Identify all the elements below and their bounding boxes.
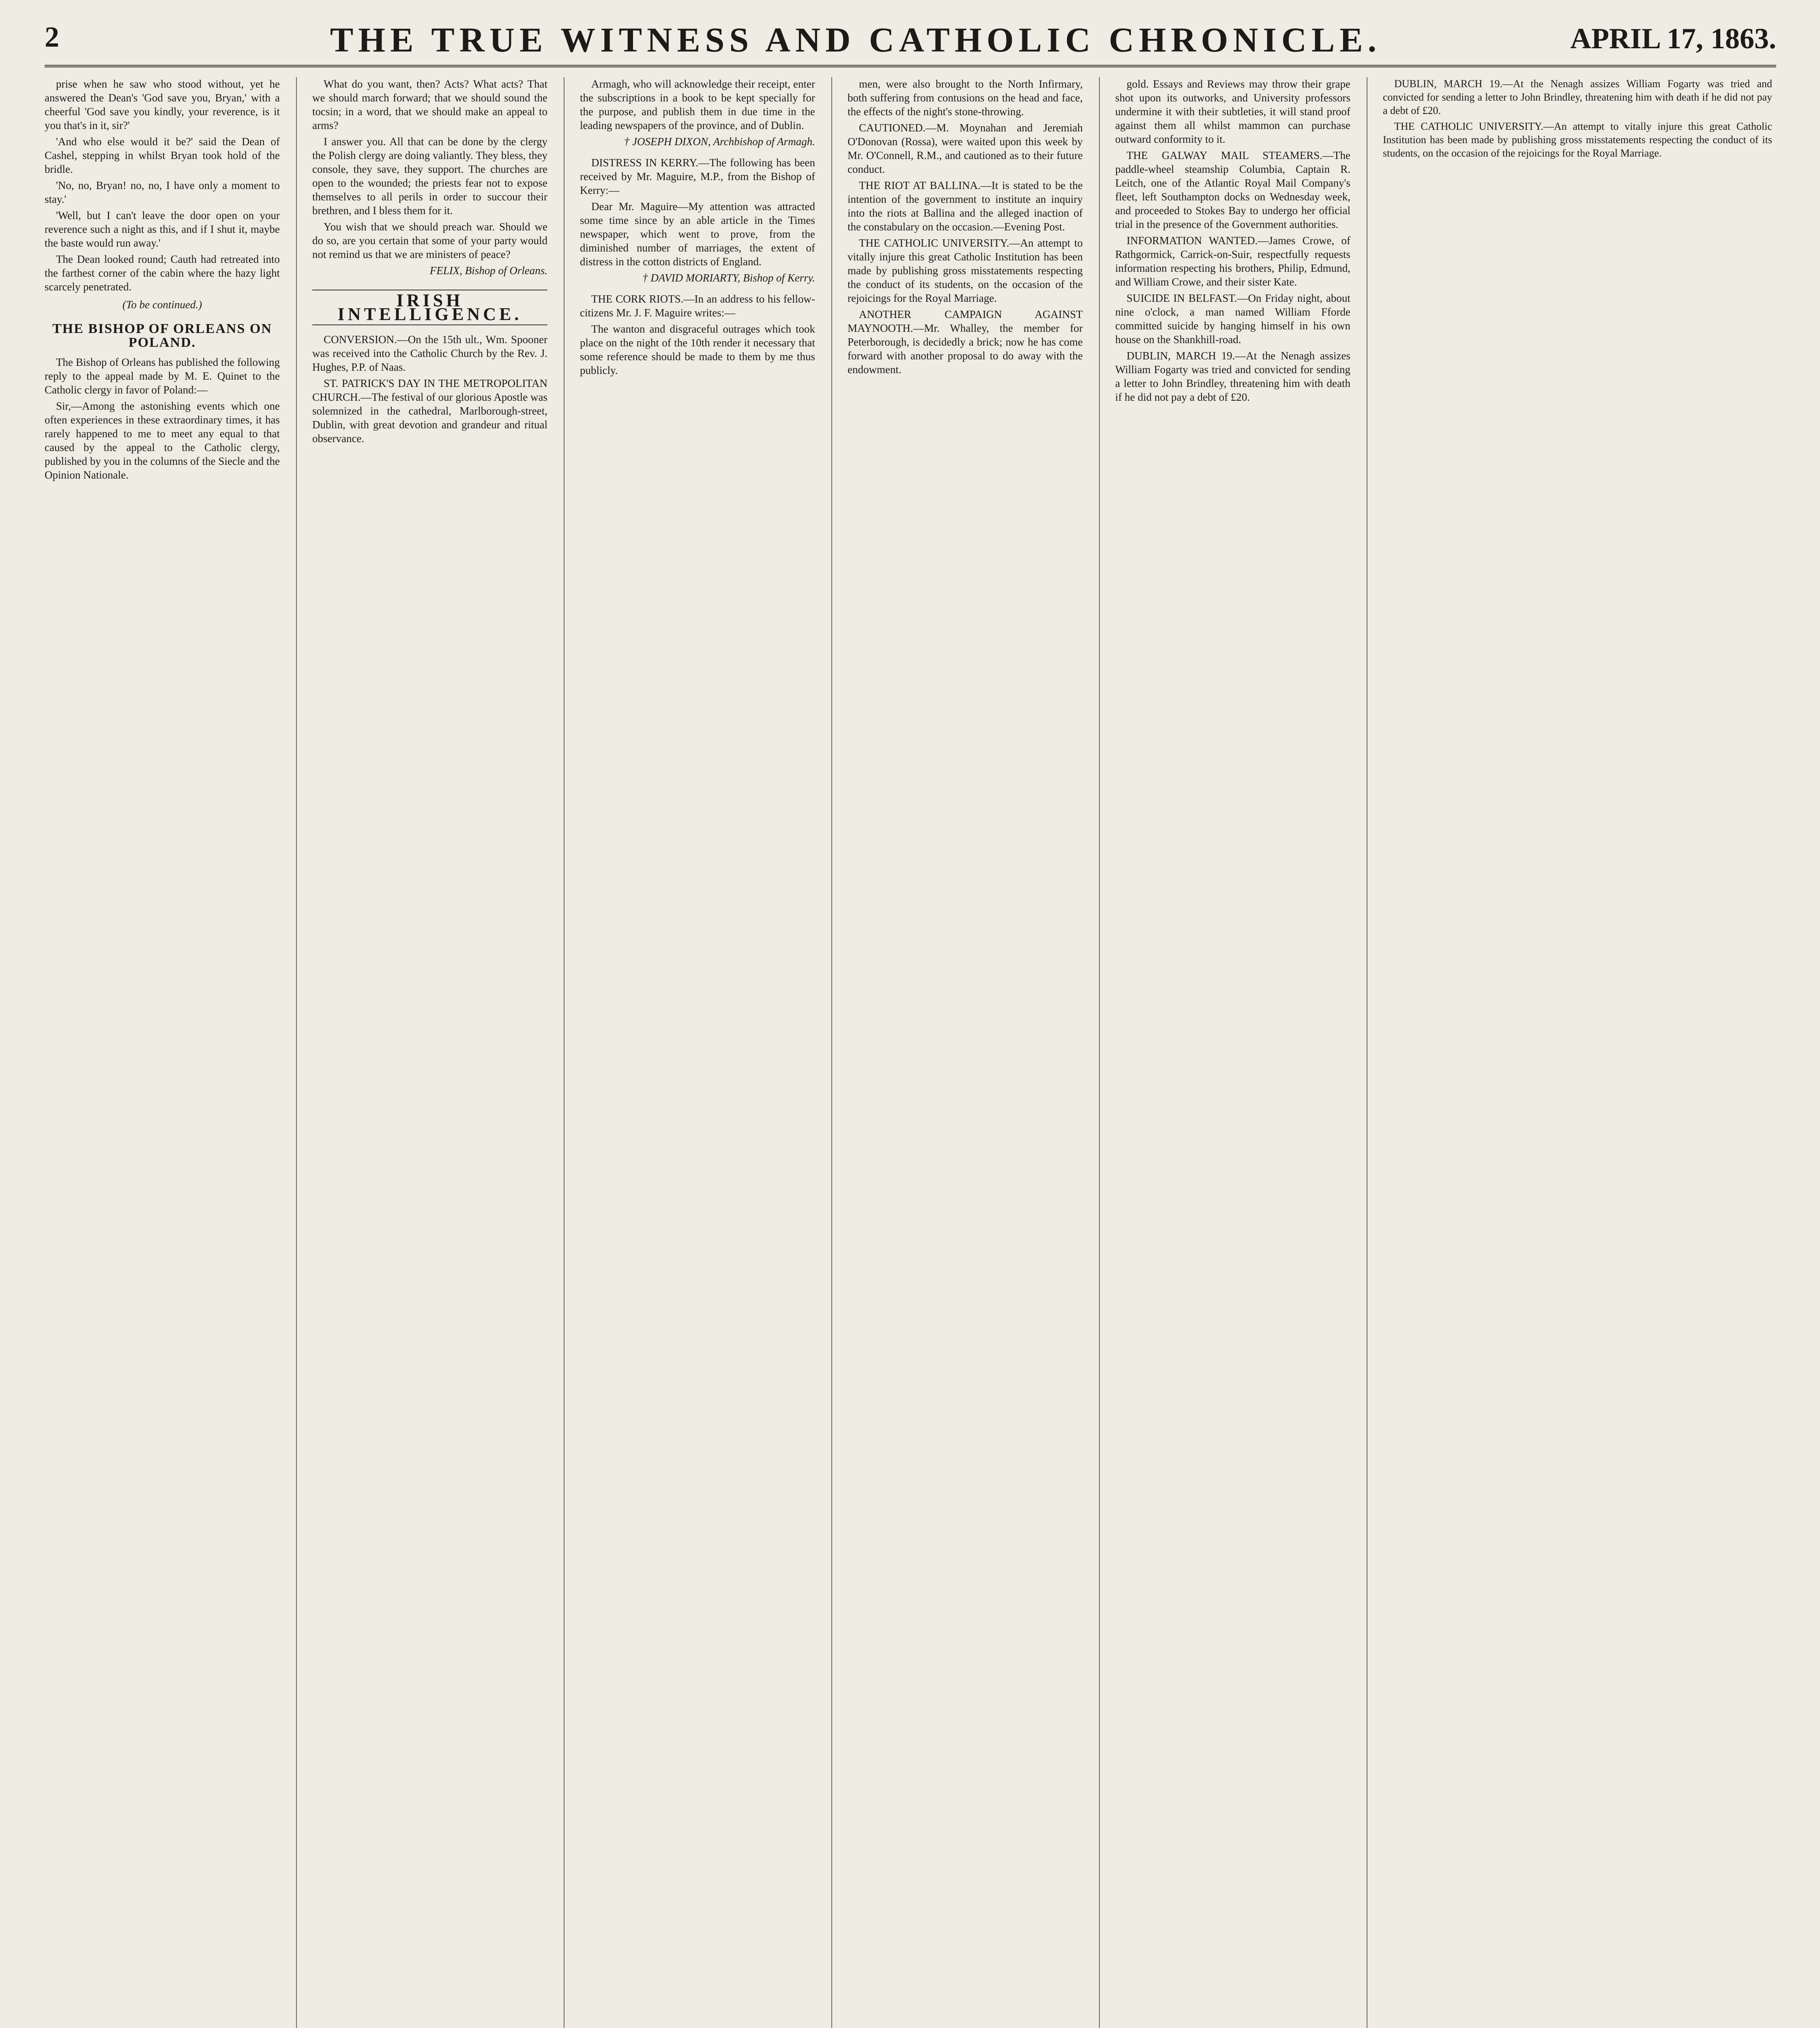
paragraph: ANOTHER CAMPAIGN AGAINST MAYNOOTH.—Mr. Whalley, the member for Peterborough, is decidedly a brick; now he has come forward with another proposal to do away with the endowment. bbox=[848, 308, 1083, 376]
paragraph: The wanton and disgraceful outrages which took place on the night of the 10th render it necessary that some reference should be made to them by me thus publicly. bbox=[580, 323, 815, 376]
paragraph: Dear Mr. Maguire—My attention was attracted some time since by an able article in the Times newspaper, which went to prove, from the diminished number of marriages, the extent of distress in the cotton districts of England. bbox=[580, 200, 815, 268]
paragraph: You wish that we should preach war. Should we do so, are you certain that some of your party would not remind us that we are ministers of peace? bbox=[312, 221, 547, 260]
column-rule bbox=[296, 77, 297, 2028]
paragraph: CONVERSION.—On the 15th ult., Wm. Spooner was received into the Catholic Church by the Rev. J. Hughes, P.P. of Naas. bbox=[312, 333, 547, 373]
paragraph: The Dean looked round; Cauth had retreated into the farthest corner of the cabin where the hazy light scarcely penetrated. bbox=[45, 253, 280, 293]
masthead bbox=[45, 16, 1776, 67]
paragraph: The Bishop of Orleans has published the following reply to the appeal made by M. E. Quinet to the Catholic clergy in favor of Poland:— bbox=[45, 356, 280, 396]
signature: FELIX, Bishop of Orleans. bbox=[429, 264, 547, 277]
section-heading: THE BISHOP OF ORLEANS ON POLAND. bbox=[52, 321, 272, 350]
paragraph: ST. PATRICK'S DAY IN THE METROPOLITAN CHURCH.—The festival of our glorious Apostle was solemnized in the cathedral, Marlborough-street, Dublin, with great devotion and grandeur and ritual observance. bbox=[312, 377, 547, 445]
paragraph: THE RIOT AT BALLINA.—It is stated to be the intention of the government to institute an inquiry into the riots at Ballina and the alleged inaction of the constabulary on the occasion.—Evening Post. bbox=[848, 179, 1083, 233]
paragraph: 'And who else would it be?' said the Dean of Cashel, stepping in whilst Bryan took hold of the bridle. bbox=[45, 135, 280, 175]
paragraph: THE GALWAY MAIL STEAMERS.—The paddle-wheel steamship Columbia, Captain R. Leitch, one of the Atlantic Royal Mail Company's fleet, left Southampton docks on Wednesday week, and proceeded to Stokes Bay to undergo her official trial in the presence of the Government authorities. bbox=[1115, 149, 1350, 230]
paragraph: DISTRESS IN KERRY.—The following has been received by Mr. Maguire, M.P., from the Bishop of Kerry:— bbox=[580, 157, 815, 196]
column-rule bbox=[831, 77, 832, 2028]
paragraph: Sir,—Among the astonishing events which one often experiences in these extraordinary times, it has rarely happened to me to meet any equal to that caused by the appeal to the Catholic clergy, published by you in the columns of the Siecle and the Opinion Nationale. bbox=[45, 400, 280, 481]
column-2 bbox=[312, 77, 547, 2028]
column-5 bbox=[1115, 77, 1350, 2028]
page-number: 2 bbox=[45, 21, 59, 53]
paragraph: I answer you. All that can be done by the clergy the Polish clergy are doing valiantly. They bless, they console, they save, they support. The churches are open to the wounded; the priests fear not to expose themselves to all perils in order to succour their brethren, and I bless them for it. bbox=[312, 135, 547, 217]
paragraph: THE CATHOLIC UNIVERSITY.—An attempt to vitally injure this great Catholic Institution has been made by publishing gross misstatements respecting the conduct of its students, on the occasion of the rejoicings for the Royal Marriage. bbox=[848, 237, 1083, 304]
column-6 bbox=[1383, 77, 1772, 2028]
paragraph: CAUTIONED.—M. Moynahan and Jeremiah O'Donovan (Rossa), were waited upon this week by Mr. O'Connell, R.M., and cautioned as to their future conduct. bbox=[848, 122, 1083, 175]
signature: † JOSEPH DIXON, Archbishop of Armagh. bbox=[624, 135, 815, 148]
paragraph: What do you want, then? Acts? What acts? That we should march forward; that we should sound the tocsin; in a word, that we should make an appeal to arms? bbox=[312, 78, 547, 131]
paragraph: Armagh, who will acknowledge their receipt, enter the subscriptions in a book to be kept specially for the purpose, and publish them in due time in the leading newspapers of the province, and of Dublin. bbox=[580, 78, 815, 131]
issue-date: APRIL 17, 1863. bbox=[1570, 22, 1776, 55]
paragraph: SUICIDE IN BELFAST.—On Friday night, about nine o'clock, a man named William Fforde committed suicide by hanging himself in his own house on the Shankhill-road. bbox=[1115, 292, 1350, 346]
section-heading: IRISH INTELLIGENCE. bbox=[312, 290, 547, 325]
paragraph: prise when he saw who stood without, yet he answered the Dean's 'God save you, Bryan,' with a cheerful 'God save you kindly, your reverence, is it you that's in it, sir?' bbox=[45, 78, 280, 131]
signature: † DAVID MORIARTY, Bishop of Kerry. bbox=[642, 272, 815, 284]
newspaper-title: THE TRUE WITNESS AND CATHOLIC CHRONICLE. bbox=[330, 20, 1382, 59]
paragraph: THE CATHOLIC UNIVERSITY.—An attempt to vitally injure this great Catholic Institution has been made by publishing gross misstatements respecting the conduct of its students, on the occasion of the rejoicings for the Royal Marriage. bbox=[1383, 120, 1772, 159]
paragraph: THE CORK RIOTS.—In an address to his fellow-citizens Mr. J. F. Maguire writes:— bbox=[580, 293, 815, 319]
column-3 bbox=[580, 77, 815, 2028]
paragraph: INFORMATION WANTED.—James Crowe, of Rathgormick, Carrick-on-Suir, respectfully requests information respecting his brothers, Philip, Edmund, and William Crowe, and their sister Kate. bbox=[1115, 234, 1350, 288]
to-be-continued: (To be continued.) bbox=[122, 299, 202, 311]
columns bbox=[45, 77, 1776, 2028]
paragraph: DUBLIN, MARCH 19.—At the Nenagh assizes William Fogarty was tried and convicted for sending a letter to John Brindley, threatening him with death if he did not pay a debt of £20. bbox=[1383, 78, 1772, 116]
paragraph: men, were also brought to the North Infirmary, both suffering from contusions on the head and face, the effects of the night's stone-throwing. bbox=[848, 78, 1083, 118]
paragraph: gold. Essays and Reviews may throw their grape shot upon its outworks, and University professors undermine it with their subtleties, it will stand proof against them all whilst mammon can purchase outward conformity to it. bbox=[1115, 78, 1350, 145]
column-4 bbox=[848, 77, 1083, 2028]
column-1 bbox=[45, 77, 280, 2028]
column-rule bbox=[1099, 77, 1100, 2028]
paragraph: 'No, no, Bryan! no, no, I have only a moment to stay.' bbox=[45, 179, 280, 205]
paragraph: 'Well, but I can't leave the door open on your reverence such a night as this, and if I shut it, maybe the baste would run away.' bbox=[45, 209, 280, 249]
paragraph: DUBLIN, MARCH 19.—At the Nenagh assizes William Fogarty was tried and convicted for sending a letter to John Brindley, threatening him with death if he did not pay a debt of £20. bbox=[1115, 350, 1350, 403]
